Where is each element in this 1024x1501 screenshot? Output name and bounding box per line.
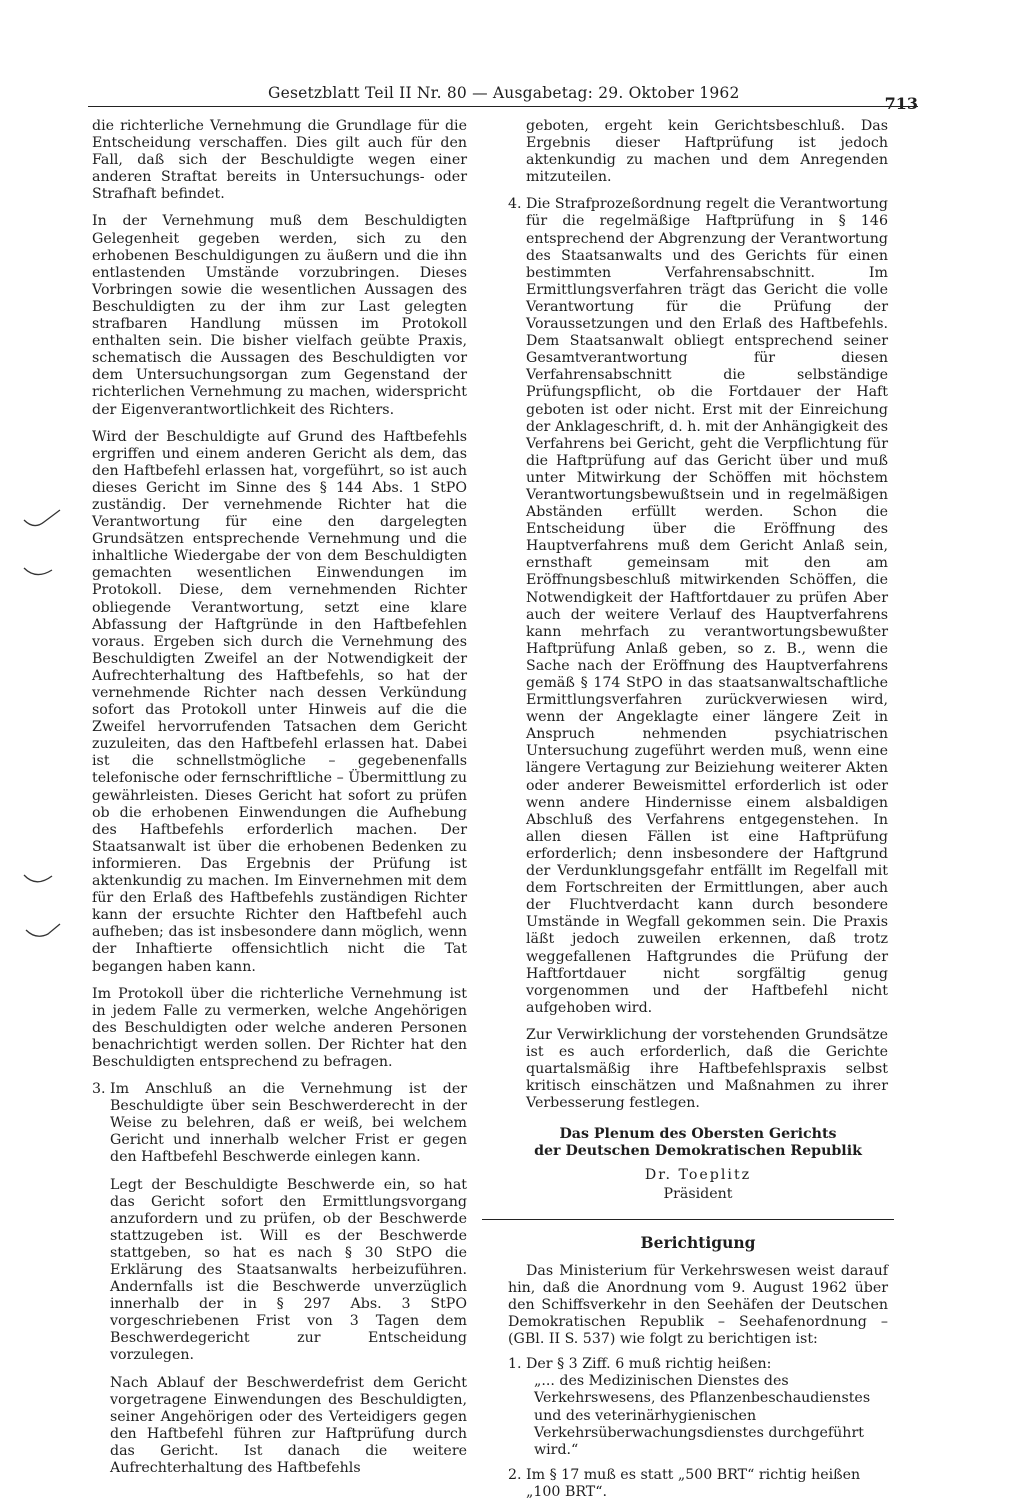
- list-number: 2.: [508, 1466, 522, 1483]
- paragraph: Zur Verwirklichung der vorstehenden Grundsätze ist es auch erforderlich, daß die Gerichte quartalsmäßig ihre Haftbefehlspraxis selbst kritisch einschätzen und Maßnahmen zu ihrer Verbesserung festlegen.: [526, 1026, 888, 1112]
- signature-line: der Deutschen Demokratischen Republik: [534, 1143, 862, 1160]
- list-item-3: [92, 1081, 467, 1166]
- paragraph: Legt der Beschuldigte Beschwerde ein, so hat das Gericht sofort den Ermittlungsvorgang anzufordern und zu prüfen, ob der Beschwerde stattzugeben ist. Will es der Beschwerde stattgeben, so hat es nach § 30 StPO die Erklärung des Staatsanwalts herbeizuführen. Andernfalls ist die Beschwerde unverzüglich innerhalb der in § 297 Abs. 3 StPO vorgeschriebenen Frist von 3 Tagen dem Beschwerdegericht zur Entscheidung vorzulegen.: [110, 1176, 467, 1364]
- correction-item-1: [508, 1356, 888, 1459]
- header-rule: [88, 106, 918, 107]
- list-number: 1.: [508, 1356, 522, 1373]
- paragraph: Der § 3 Ziff. 6 muß richtig heißen:: [526, 1356, 772, 1373]
- signatory-title: Präsident: [663, 1185, 733, 1202]
- paragraph: In der Vernehmung muß dem Beschuldigten Gelegenheit gegeben werden, sich zu den erhobenen Beschuldigungen zu äußern und die ihn entlastenden Umstände vorzubringen. Dieses Vorbringen sowie die wesentlichen Aussagen des Beschuldigten zu der ihm zur Last gelegten strafbaren Handlung müssen im Protokoll enthalten sein. Die bisher vielfach geübte Praxis, schematisch die Aussagen des Beschuldigten vor dem Untersuchungsorgan zum Gegenstand der richterlichen Vernehmung zu machen, widerspricht der Eigenverantwortlichkeit des Richters.: [92, 213, 467, 418]
- margin-check-marks: [22, 500, 72, 960]
- header-title: Gesetzblatt Teil II Nr. 80 — Ausgabetag: 29. Oktober 1962: [268, 84, 740, 102]
- quote: „... des Medizinischen Dienstes des Verkehrswesens, des Pflanzenbeschaudienstes und des veterinärhygienischen Verkehrsüberwachungsdienstes durchgeführt wird.“: [534, 1373, 871, 1458]
- paragraph: geboten, ergeht kein Gerichtsbeschluß. Das Ergebnis dieser Haftprüfung ist jedoch aktenkundig zu machen und dem Anregenden mitzuteilen.: [526, 118, 888, 186]
- list-item-4: [508, 196, 888, 1017]
- paragraph: Im Protokoll über die richterliche Vernehmung ist in jedem Falle zu vermerken, welche Angehörigen des Beschuldigten oder welche anderen Personen benachrichtigt werden sollen. Der Richter hat den Beschuldigten entsprechend zu befragen.: [92, 985, 467, 1070]
- list-number: 4.: [508, 196, 522, 213]
- paragraph: Nach Ablauf der Beschwerdefrist dem Gericht vorgetragene Einwendungen des Beschuldigten, seiner Angehörigen oder des Verteidigers gegen den Haftbefehl führen zur Haftprüfung durch das Gericht. Ist danach die weitere Aufrechterhaltung des Haftbefehls: [110, 1374, 467, 1477]
- correction-title: Berichtigung: [640, 1232, 756, 1252]
- page-number: 713: [884, 94, 918, 113]
- margin-marks: [22, 500, 72, 964]
- section-divider: [482, 1219, 894, 1220]
- correction-item-2: [508, 1467, 888, 1501]
- signature-line: Das Plenum des Obersten Gerichts: [559, 1126, 837, 1143]
- left-column: [92, 118, 467, 1477]
- list-number: 3.: [92, 1081, 106, 1098]
- right-column: [508, 118, 888, 1501]
- paragraph: Wird der Beschuldigte auf Grund des Haftbefehls ergriffen und einem anderen Gericht als dem, das den Haftbefehl erlassen hat, vorgeführt, so ist auch dieses Gericht im Sinne des § 144 Abs. 1 StPO zuständig. Der vernehmende Richter hat die Verantwortung für eine den dargelegten Grundsätzen entsprechende Vernehmung und die inhaltliche Wiedergabe der von dem Beschuldigten gemachten wesentlichen Einwendungen im Protokoll. Diese, dem vernehmenden Richter obliegende Verantwortung, setzt eine klare Abfassung der Haftgründe in den Haftbefehlen voraus. Ergeben sich durch die Vernehmung des Beschuldigten Zweifel an der Notwendigkeit der Aufrechterhaltung des Haftbefehls, so hat der vernehmende Richter nach dessen Verkündung sofort das Protokoll unter Hinweis auf die die Zweifel hervorrufenden Tatsachen dem Gericht zuzuleiten, das den Haftbefehl erlassen hat. Dabei ist die schnellstmögliche – gegebenenfalls telefonische oder fernschriftliche – Übermittlung zu gewährleisten. Dieses Gericht hat sofort zu prüfen ob die erhobenen Einwendungen die Aufhebung des Haftbefehls erforderlich machen. Der Staatsanwalt ist über die erhobenen Bedenken zu informieren. Das Ergebnis der Prüfung ist aktenkundig zu machen. Im Einvernehmen mit dem für den Erlaß des Haftbefehls zuständigen Richter kann der ersuchte Richter den Haftbefehl auch aufheben; das ist insbesondere dann möglich, wenn der Inhaftierte offensichtlich nicht die Tat begangen haben kann.: [92, 428, 467, 975]
- paragraph: Im § 17 muß es statt „500 BRT“ richtig heißen „100 BRT“.: [526, 1466, 861, 1500]
- paragraph: Das Ministerium für Verkehrswesen weist darauf hin, daß die Anordnung vom 9. August 1962 über den Schiffsverkehr in den Seehäfen der Deutschen Demokratischen Republik – Seehafenordnung – (GBl. II S. 537) wie folgt zu berichtigen ist:: [508, 1262, 888, 1348]
- paragraph: die richterliche Vernehmung die Grundlage für die Entscheidung verschaffen. Dies gilt auch für den Fall, daß sich der Beschuldigte wegen einer anderen Straftat bereits in Untersuchungs- oder Strafhaft befindet.: [92, 118, 467, 203]
- signature-block: [508, 1126, 888, 1160]
- paragraph: Im Anschluß an die Vernehmung ist der Beschuldigte über sein Beschwerderecht in der Weise zu belehren, daß er weiß, bei welchem Gericht und innerhalb welcher Frist er gegen den Haftbefehl Beschwerde einlegen kann.: [110, 1081, 467, 1166]
- paragraph: Die Strafprozeßordnung regelt die Verantwortung für die regelmäßige Haftprüfung in § 146 entsprechend der Abgrenzung der Verantwortung des Staatsanwalts und des Gerichts für einen bestimmten Verfahrensabschnitt. Im Ermittlungsverfahren trägt das Gericht die volle Verantwortung für die Prüfung der Voraussetzungen und den Erlaß des Haftbefehls. Dem Staatsanwalt obliegt entsprechend seiner Gesamtverantwortung für diesen Verfahrensabschnitt die selbständige Prüfungspflicht, ob die Fortdauer der Haft geboten ist oder nicht. Erst mit der Einreichung der Anklageschrift, d. h. mit der Anhängigkeit des Verfahrens bei Gericht, geht die Verpflichtung für die Haftprüfung auf das Gericht über und muß unter Mitwirkung der Schöffen mit höchstem Verantwortungsbewußtsein und in regelmäßigen Abständen erfüllt werden. Schon die Entscheidung über die Eröffnung des Hauptverfahrens muß dem Gericht Anlaß sein, ernsthaft gemeinsam mit den am Eröffnungsbeschluß mitwirkenden Schöffen, die Notwendigkeit der Haftfortdauer zu prüfen Aber auch der weitere Verlauf des Hauptverfahrens kann mehrfach zu verantwortungsbewußter Haftprüfung Anlaß geben, so z. B., wenn die Sache nach der Eröffnung des Hauptverfahrens gemäß § 174 StPO in das staatsanwaltschaftliche Ermittlungsverfahren zurückverwiesen wird, wenn der Angeklagte einer längere Zeit in Anspruch nehmenden psychiatrischen Untersuchung zugeführt werden muß, wenn eine längere Vertagung zur Beiziehung weiterer Akten oder anderer Beweismittel erforderlich ist oder wenn andere Hindernisse einem alsbaldigen Abschluß des Verfahrens entgegenstehen. In allen diesen Fällen ist eine Haftprüfung erforderlich; denn insbesondere der Haftgrund der Verdunklungsgefahr entfällt im Regelfall mit dem Fortschreiten der Ermittlungen, aber auch der Fluchtverdacht kann durch besondere Umstände in Wegfall gekommen sein. Die Praxis läßt jedoch zuweilen erkennen, daß trotz weggefallenen Haftgrundes die Prüfung der Haftfortdauer nicht sorgfältig genug vorgenommen und der Haftbefehl nicht aufgehoben wird.: [526, 196, 888, 1016]
- page-header: [88, 76, 928, 113]
- signatory-name: Dr. Toeplitz: [644, 1166, 752, 1183]
